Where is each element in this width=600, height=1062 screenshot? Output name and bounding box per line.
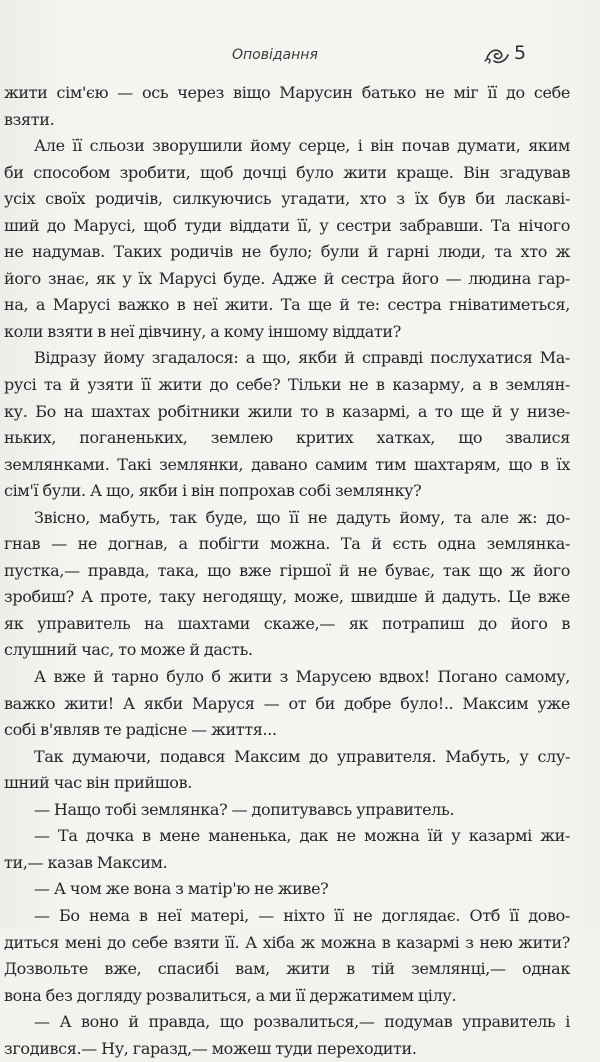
main-text: [4, 80, 570, 1062]
text-line: диться мені до себе взяти її. А хіба ж можна в казармі з нею жити?: [4, 932, 570, 952]
text-line: взяти.: [4, 109, 55, 129]
running-title: Оповідання: [232, 47, 318, 63]
text-line: згодився.— Ну, гаразд,— можеш туди переходити.: [4, 1038, 417, 1058]
text-line: А вже й тарно було б жити з Марусею вдвох! Погано самому,: [34, 667, 570, 687]
text-line: жити сім'єю — ось через віщо Марусин батько не міг її до себе: [4, 83, 570, 102]
text-line: важко жити! А якби Маруся — от би добре було!.. Максим уже: [4, 693, 570, 713]
text-line: гнав — не догнав, а побігти можна. Та й єсть одна землянка-: [4, 534, 570, 554]
text-line: землянками. Такі землянки, давано самим тим шахтарям, що в їх: [4, 454, 570, 474]
text-line: Відразу йому згадалося: а що, якби й справді послухатися Ма-: [34, 348, 570, 368]
text-line: ший до Марусі, щоб туди віддати її, у сестри забравши. Та нічого: [4, 215, 570, 235]
text-line: ти,— казав Максим.: [4, 852, 168, 872]
text-line: ньких, поганеньких, землею критих хатках, що звалися: [4, 428, 570, 448]
text-line: Так думаючи, подався Максим до управителя. Мабуть, у слу-: [34, 746, 570, 766]
text-line: Але її сльози зворушили йому серце, і він почав думати, яким: [34, 136, 570, 156]
text-line: зробиш? А проте, таку негодящу, може, швидше й дадуть. Це вже: [4, 587, 570, 607]
text-line: русі та й узяти її жити до себе? Тільки не в казарму, а в землян-: [4, 375, 570, 395]
text-line: — Та дочка в мене маненька, дак не можна їй у казармі жи-: [34, 826, 570, 846]
text-line: слушний час, то може й дасть.: [4, 640, 253, 660]
text-line: — А воно й правда, що розвалиться,— подумав управитель і: [34, 1012, 570, 1032]
text-line: Дозвольте вже, спасибі вам, жити в тій землянці,— однак: [4, 959, 570, 979]
text-line: Звісно, мабуть, так буде, що її не дадуть йому, та але ж: до-: [34, 507, 570, 527]
text-line: його знає, як у їх Марусі буде. Адже й сестра його — людина гар-: [4, 268, 570, 288]
text-line: не надумав. Таких родичів не було; були й гарні люди, та хто ж: [4, 242, 570, 262]
text-line: на, а Марусі важко в неї жити. Та ще й те: сестра гніватиметься,: [4, 295, 570, 315]
text-line: ку. Бо на шахтах робітники жили то в казармі, а то ще й у низе-: [4, 401, 570, 421]
page-header: [0, 40, 600, 70]
text-line: собі в'являв те радісне — життя...: [4, 720, 277, 740]
text-line: — Нащо тобі землянка? — допитувавсь управитель.: [34, 799, 455, 819]
text-line: коли взяти в неї дівчину, а кому іншому віддати?: [4, 321, 401, 341]
text-line: — А чом же вона з матір'ю не живе?: [34, 879, 329, 899]
text-line: сім'ї були. А що, якби і він попрохав собі землянку?: [4, 481, 422, 501]
text-line: би способом зробити, щоб дочці було жити краще. Він згадував: [4, 162, 570, 182]
page-number: 5: [514, 42, 527, 64]
text-line: як управитель на шахтами скаже,— як потрапиш до його в: [4, 613, 570, 633]
text-line: шний час він прийшов.: [4, 773, 192, 793]
text-line: пустка,— правда, така, що вже гіршої й не буває, так що ж його: [4, 560, 570, 580]
text-line: вона без догляду розвалиться, а ми її держатимем цілу.: [4, 985, 457, 1005]
ornament-icon: [484, 44, 510, 66]
text-line: усіх своїх родичів, силкуючись угадати, хто з їх був би ласкаві-: [4, 189, 570, 209]
text-line: — Бо нема в неї матері, — ніхто її не доглядає. Отб її дово-: [34, 905, 570, 925]
